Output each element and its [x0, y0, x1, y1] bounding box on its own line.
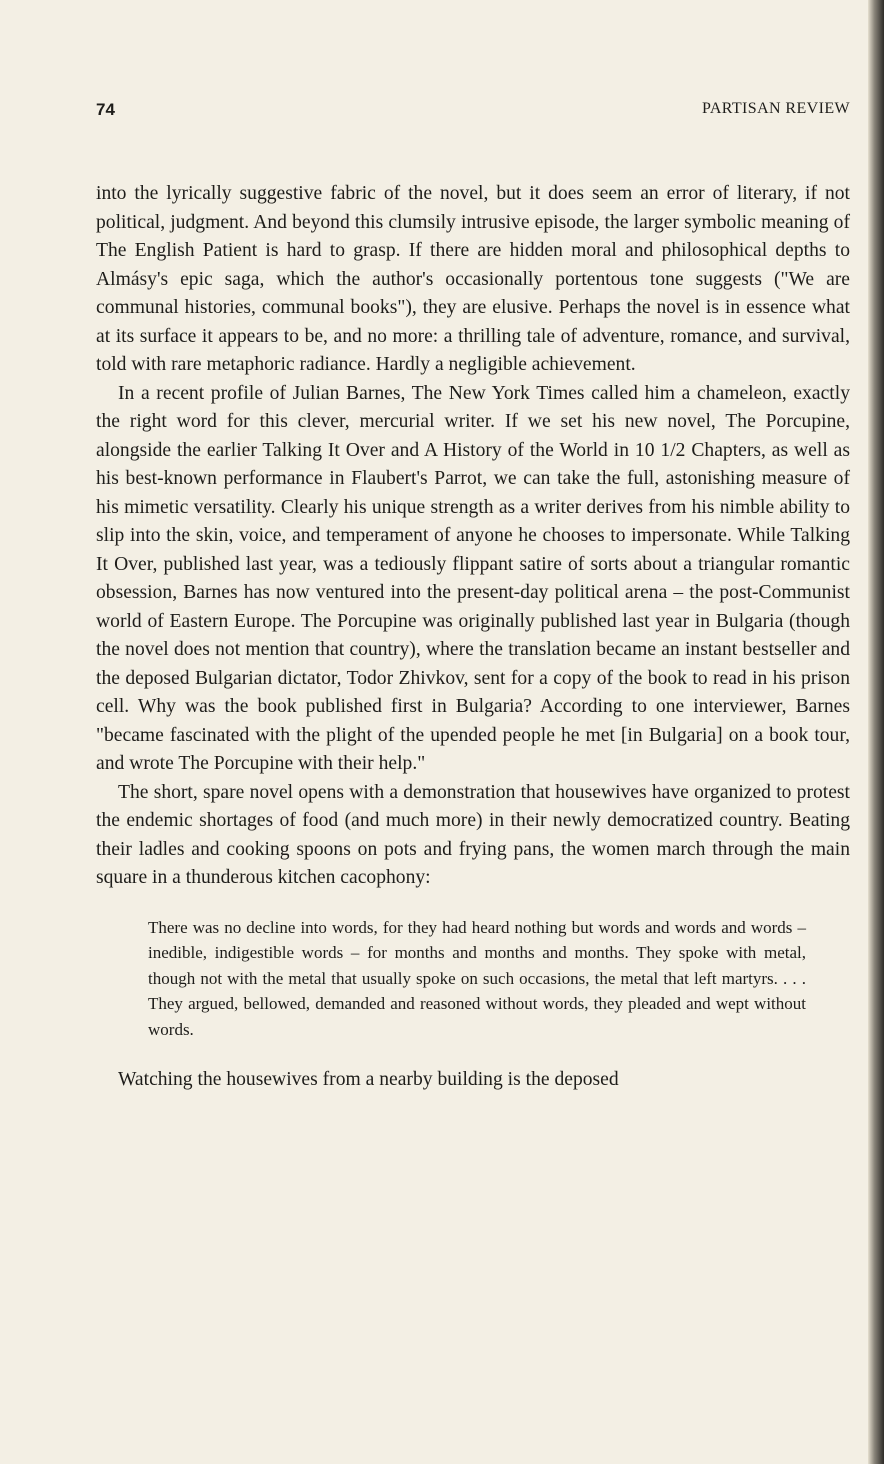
journal-title: PARTISAN REVIEW — [701, 100, 850, 117]
paragraph-1: into the lyrically suggestive fabric of the novel, but it does seem an error of literary, if not political, judgment. And beyond this clumsily intrusive episode, the larger symbolic meaning of The English Patient is hard to grasp. If there are hidden moral and philosophical depths to Almásy's epic saga, which the author's occasionally portentous tone suggests ("We are communal histories, communal books"), they are elusive. Perhaps the novel is in essence what at its surface it appears to be, and no more: a thrilling tale of adventure, romance, and survival, told with rare metaphoric radiance. Hardly a negligible achievement. — [96, 183, 850, 375]
article-body — [96, 180, 850, 1095]
paragraph-3: The short, spare novel opens with a demonstration that housewives have organized to protest the endemic shortages of food (and much more) in their newly democratized country. Beating their ladles and cooking spoons on pots and frying pans, the women march through the main square in a thunderous kitchen cacophony: — [96, 781, 850, 888]
paragraph-2: In a recent profile of Julian Barnes, The New York Times called him a chameleon, exactly the right word for this clever, mercurial writer. If we set his new novel, The Porcupine, alongside the earlier Talking It Over and A History of the World in 10 1/2 Chapters, as well as his best-known performance in Flaubert's Parrot, we can take the full, astonishing measure of his mimetic versatility. Clearly his unique strength as a writer derives from his nimble ability to slip into the skin, voice, and temperament of anyone he chooses to impersonate. While Talking It Over, published last year, was a tediously flippant satire of sorts about a triangular romantic obsession, Barnes has now ventured into the present-day political arena – the post-Communist world of Eastern Europe. The Porcupine was originally published last year in Bulgaria (though the novel does not mention that country), where the translation became an instant bestseller and the deposed Bulgarian dictator, Todor Zhivkov, sent for a copy of the book to read in his prison cell. Why was the book published first in Bulgaria? According to one interviewer, Barnes "became fascinated with the plight of the upended people he met [in Bulgaria] on a book tour, and wrote The Porcupine with their help." — [96, 382, 850, 774]
page-binding-edge — [868, 0, 884, 1464]
block-quote: There was no decline into words, for they had heard nothing but words and words and words – inedible, indigestible words – for months and months and months. They spoke with metal, though not with the metal that usually spoke on such occasions, the metal that left martyrs. . . . They argued, bellowed, demanded and reasoned without words, they pleaded and wept without words. — [148, 917, 806, 1039]
running-head — [96, 100, 850, 124]
paragraph-4: Watching the housewives from a nearby building is the deposed — [118, 1069, 619, 1091]
page-number: 74 — [96, 100, 115, 119]
